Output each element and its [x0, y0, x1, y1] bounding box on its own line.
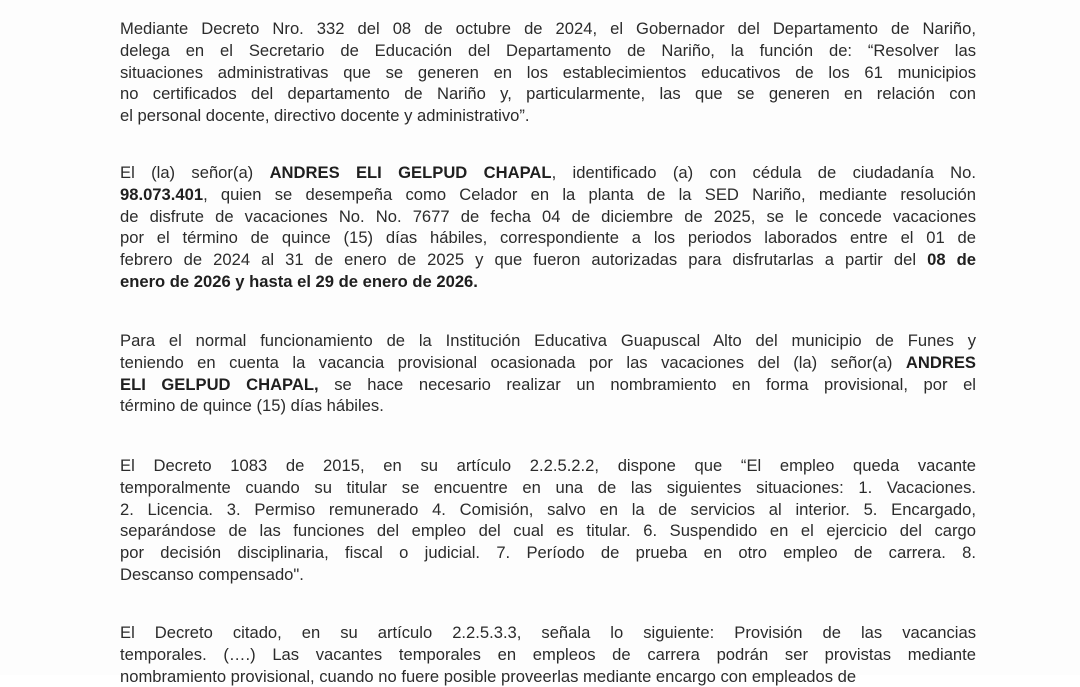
text-run: término de quince (15) días hábiles.: [120, 396, 384, 416]
text-run: febrero de 2024 al 31 de enero de 2025 y que fueron autorizadas para disfrutarlas a partir del: [120, 250, 928, 270]
text-run: Descanso compensado".: [120, 564, 304, 584]
text-run: Mediante Decreto Nro. 332 del 08 de octubre de 2024, el Gobernador del Departamento de Nariño,: [120, 19, 976, 38]
paragraph-provisional-vacancy: [120, 330, 976, 417]
bold-text: ANDRES: [905, 352, 976, 372]
text-run: separándose de las funciones del empleo del cual es titular. 6. Suspendido en el ejercicio del cargo: [120, 521, 976, 541]
text-line: [120, 184, 976, 206]
paragraph-decree-1083: [120, 455, 976, 586]
bold-text: ANDRES ELI GELPUD CHAPAL: [269, 163, 552, 182]
bold-text: 98.073.401: [120, 184, 204, 204]
text-line: [120, 271, 976, 293]
text-run: por decisión disciplinaria, fiscal o judicial. 7. Período de prueba en otro empleo de carrera. 8.: [120, 543, 976, 563]
text-run: temporales. (….) Las vacantes temporales en empleos de carrera podrán ser provistas mediante: [120, 644, 976, 664]
text-run: Para el normal funcionamiento de la Institución Educativa Guapuscal Alto del municipio de Funes y: [120, 331, 976, 350]
text-run: el personal docente, directivo docente y administrativo”.: [120, 106, 530, 126]
text-run: por el término de quince (15) días hábiles, correspondiente a los periodos laborados entre el 01 de: [120, 228, 976, 248]
text-run: , quien se desempeña como Celador en la planta de la SED Nariño, mediante resolución: [203, 184, 976, 204]
text-line: [120, 455, 976, 477]
text-line: [120, 40, 976, 62]
bold-text: ELI GELPUD CHAPAL,: [120, 374, 319, 394]
text-run: El Decreto 1083 de 2015, en su artículo 2.2.5.2.2, dispone que “El empleo queda vacante: [120, 456, 976, 475]
text-line: [120, 622, 976, 644]
text-run: teniendo en cuenta la vacancia provisional ocasionada por las vacaciones del (la) señor(a): [120, 352, 906, 372]
text-run: nombramiento provisional, cuando no fuere posible proveerlas mediante encargo con empleados de: [120, 666, 857, 686]
text-run: 2. Licencia. 3. Permiso remunerado 4. Comisión, salvo en la de servicios al interior. 5. Encargado,: [120, 499, 976, 519]
text-line: [120, 18, 976, 40]
paragraph-decree-article-2-2-5-3-3: [120, 622, 976, 687]
text-line: [120, 83, 976, 105]
text-run: temporalmente cuando su titular se encuentre en una de las siguientes situaciones: 1. Vacaciones.: [120, 477, 976, 497]
text-line: [120, 542, 976, 564]
text-run: El (la) señor(a): [120, 163, 270, 182]
text-line: [120, 206, 976, 228]
text-run: situaciones administrativas que se generen en los establecimientos educativos de los 61 municipios: [120, 62, 976, 82]
text-line: [120, 666, 976, 687]
text-run: El Decreto citado, en su artículo 2.2.5.3.3, señala lo siguiente: Provisión de las vacancias: [120, 623, 976, 642]
text-line: [120, 352, 976, 374]
text-line: [120, 520, 976, 542]
text-line: [120, 499, 976, 521]
text-line: [120, 105, 976, 127]
text-line: [120, 330, 976, 352]
text-run: se hace necesario realizar un nombramiento en forma provisional, por el: [318, 374, 976, 394]
text-line: [120, 62, 976, 84]
text-line: [120, 227, 976, 249]
text-line: [120, 395, 976, 417]
text-run: , identificado (a) con cédula de ciudadanía No.: [551, 163, 976, 182]
paragraph-decree-332: [120, 18, 976, 127]
paragraph-vacation-grant: [120, 162, 976, 293]
bold-text: enero de 2026 y hasta el 29 de enero de 2026.: [120, 271, 478, 291]
bold-text: 08 de: [927, 250, 976, 270]
text-line: [120, 564, 976, 586]
text-run: no certificados del departamento de Nariño y, particularmente, las que se generen en relación con: [120, 84, 976, 104]
text-run: delega en el Secretario de Educación del Departamento de Nariño, la función de: “Resolver las: [120, 40, 976, 60]
text-line: [120, 374, 976, 396]
text-line: [120, 477, 976, 499]
text-line: [120, 644, 976, 666]
text-line: [120, 162, 976, 184]
text-line: [120, 249, 976, 271]
text-run: de disfrute de vacaciones No. No. 7677 de fecha 04 de diciembre de 2025, se le concede vacaciones: [120, 206, 976, 226]
